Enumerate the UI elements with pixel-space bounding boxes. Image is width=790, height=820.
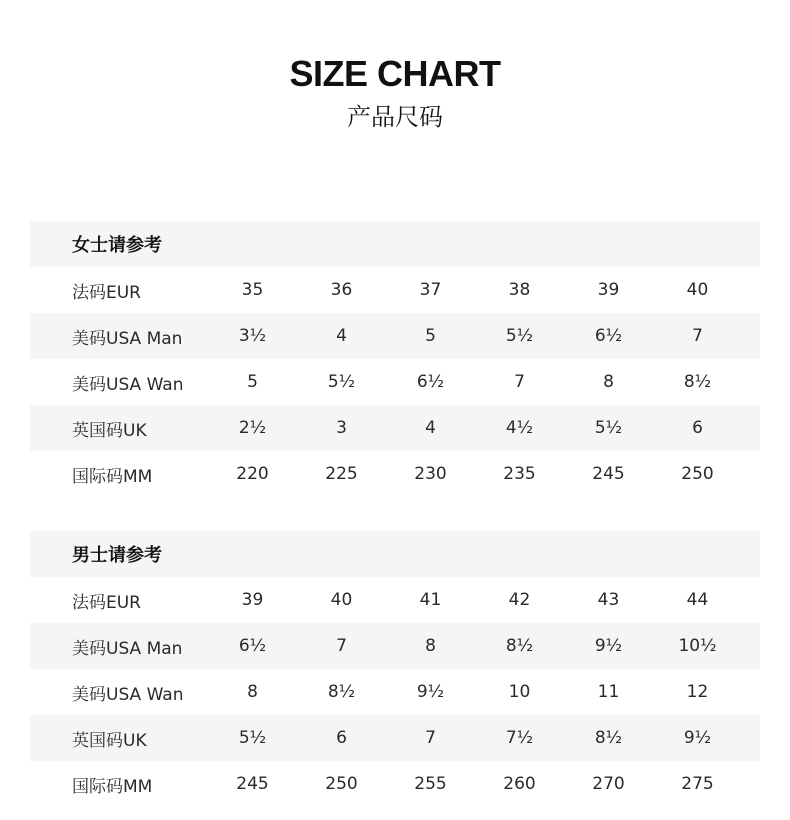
table-cell: 7 — [692, 326, 703, 346]
row-label: 英国码UK — [72, 420, 147, 441]
row-label: 美码USA Wan — [72, 684, 184, 705]
women-size-table — [30, 221, 760, 497]
table-cell: 10½ — [678, 636, 717, 656]
table-cell: 10 — [508, 682, 531, 702]
table-cell: 220 — [236, 464, 269, 484]
page-title: SIZE CHART — [289, 53, 501, 94]
row-label: 美码USA Man — [72, 638, 183, 659]
table-cell: 43 — [597, 590, 620, 610]
table-cell: 245 — [592, 464, 625, 484]
row-label: 国际码MM — [72, 466, 153, 487]
table-cell: 40 — [686, 280, 709, 300]
table-row-uk — [30, 405, 760, 451]
table-cell: 7 — [514, 372, 525, 392]
table-cell: 4 — [336, 326, 347, 346]
table-row-eur — [30, 577, 760, 623]
table-cell: 6½ — [238, 636, 267, 656]
page-subtitle: 产品尺码 — [347, 103, 443, 131]
table-cell: 6 — [692, 418, 703, 438]
table-row-usa-man — [30, 313, 760, 359]
table-cell: 8½ — [594, 728, 623, 748]
table-cell: 250 — [681, 464, 714, 484]
table-row-usa-man — [30, 623, 760, 669]
table-cell: 245 — [236, 774, 269, 794]
row-label: 法码EUR — [72, 592, 141, 613]
table-cell: 40 — [330, 590, 353, 610]
table-cell: 225 — [325, 464, 358, 484]
table-cell: 5½ — [327, 372, 356, 392]
table-cell: 235 — [503, 464, 536, 484]
table-cell: 6½ — [416, 372, 445, 392]
table-cell: 41 — [419, 590, 442, 610]
table-cell: 7 — [425, 728, 436, 748]
section-header — [30, 531, 760, 577]
table-row-mm — [30, 451, 760, 497]
table-cell: 275 — [681, 774, 714, 794]
table-cell: 3½ — [238, 326, 267, 346]
table-cell: 39 — [241, 590, 264, 610]
row-label: 法码EUR — [72, 282, 141, 303]
table-cell: 12 — [686, 682, 709, 702]
table-cell: 255 — [414, 774, 447, 794]
table-cell: 39 — [597, 280, 620, 300]
table-cell: 8 — [603, 372, 614, 392]
section-title: 男士请参考 — [72, 545, 162, 566]
table-cell: 5½ — [238, 728, 267, 748]
table-cell: 9½ — [416, 682, 445, 702]
table-cell: 37 — [419, 280, 442, 300]
table-row-mm — [30, 761, 760, 807]
table-cell: 4½ — [505, 418, 534, 438]
table-cell: 5 — [425, 326, 436, 346]
table-cell: 8½ — [327, 682, 356, 702]
table-cell: 2½ — [238, 418, 267, 438]
table-row-usa-wan — [30, 669, 760, 715]
table-cell: 250 — [325, 774, 358, 794]
table-cell: 8 — [425, 636, 436, 656]
table-cell: 6½ — [594, 326, 623, 346]
table-row-uk — [30, 715, 760, 761]
table-cell: 7 — [336, 636, 347, 656]
table-cell: 44 — [686, 590, 709, 610]
section-header — [30, 221, 760, 267]
table-cell: 3 — [336, 418, 347, 438]
row-label: 英国码UK — [72, 730, 147, 751]
men-size-table — [30, 531, 760, 807]
table-cell: 5 — [247, 372, 258, 392]
table-row-usa-wan — [30, 359, 760, 405]
table-cell: 230 — [414, 464, 447, 484]
table-cell: 8½ — [505, 636, 534, 656]
table-cell: 260 — [503, 774, 536, 794]
table-cell: 6 — [336, 728, 347, 748]
table-cell: 38 — [508, 280, 531, 300]
table-cell: 8 — [247, 682, 258, 702]
table-cell: 42 — [508, 590, 531, 610]
table-row-eur — [30, 267, 760, 313]
row-label: 美码USA Man — [72, 328, 183, 349]
table-cell: 36 — [330, 280, 353, 300]
table-cell: 270 — [592, 774, 625, 794]
section-title: 女士请参考 — [72, 235, 162, 256]
table-cell: 11 — [597, 682, 620, 702]
table-cell: 4 — [425, 418, 436, 438]
table-cell: 7½ — [505, 728, 534, 748]
table-cell: 8½ — [683, 372, 712, 392]
row-label: 国际码MM — [72, 776, 153, 797]
table-cell: 35 — [241, 280, 264, 300]
row-label: 美码USA Wan — [72, 374, 184, 395]
table-cell: 9½ — [683, 728, 712, 748]
table-cell: 9½ — [594, 636, 623, 656]
table-cell: 5½ — [594, 418, 623, 438]
table-cell: 5½ — [505, 326, 534, 346]
